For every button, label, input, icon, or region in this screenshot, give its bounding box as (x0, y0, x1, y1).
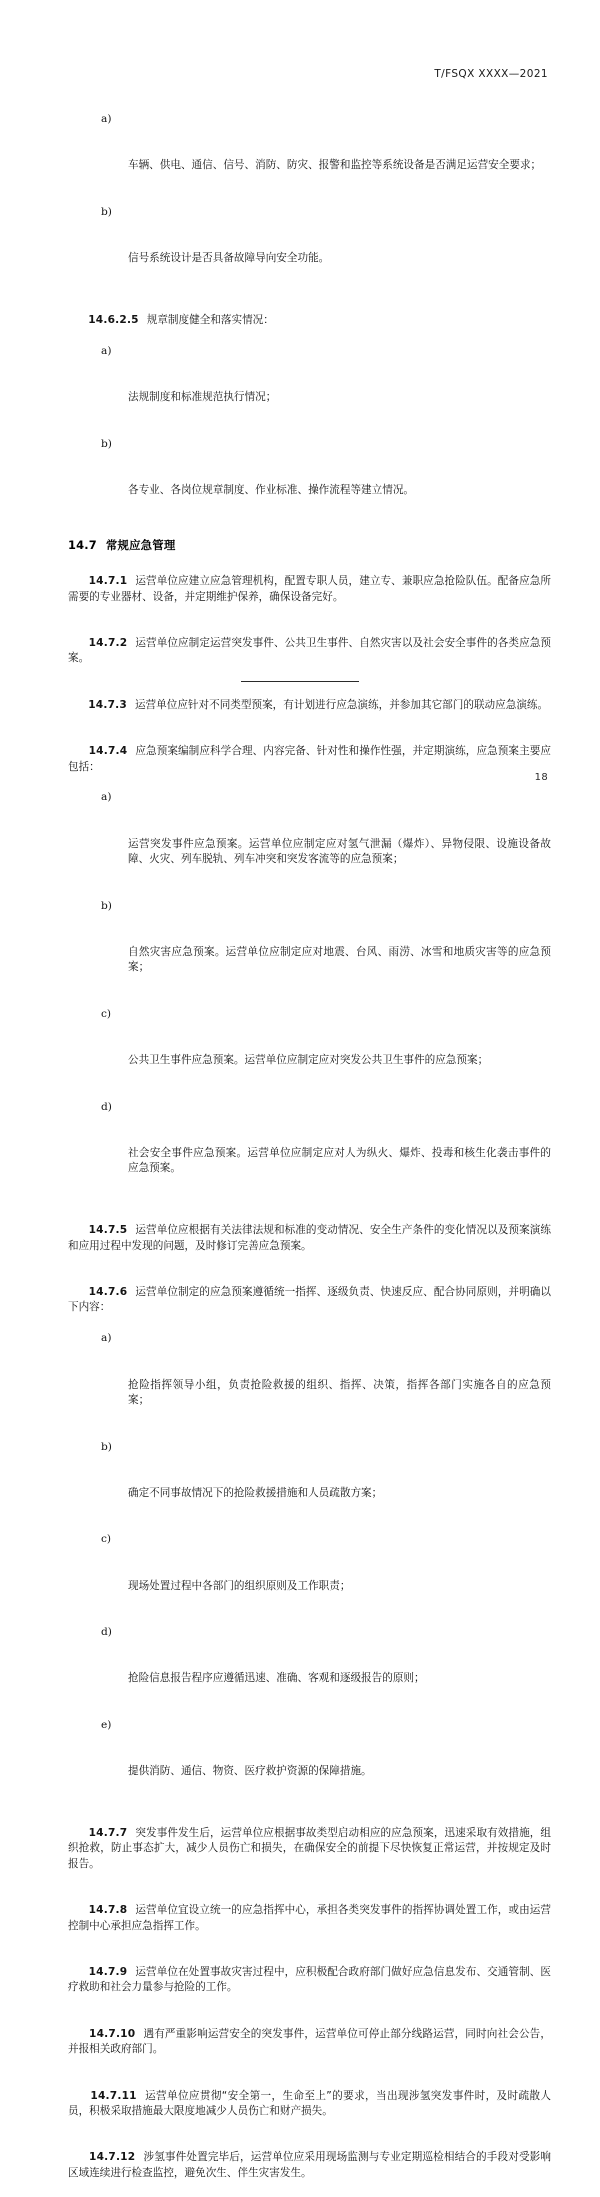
list-item (68, 1718, 551, 1811)
clause-text: 运营单位在处置事故灾害过程中，应积极配合政府部门做好应急信息发布、交通管制、医疗救助和社会力量参与抢险的工作。 (68, 1965, 551, 1994)
list-marker: a) (101, 1332, 112, 1345)
clause-14-7-10 (68, 2011, 551, 2073)
section-number: 14.7 (68, 538, 97, 553)
spacer (68, 529, 551, 538)
clause-text: 运营单位应贯彻“安全第一，生命至上”的要求，当出现涉氢突发事件时，及时疏散人员，积极采取措施最大限度地减少人员伤亡和财产损失。 (68, 2089, 551, 2117)
list-marker: b) (101, 899, 112, 912)
clause-text: 运营单位宜设立统一的应急指挥中心，承担各类突发事件的指挥协调处置工作，或由运营控制中心承担应急指挥工作。 (68, 1904, 551, 1932)
list-item (68, 437, 551, 530)
clause-14-6-2-5 (68, 297, 551, 343)
clause-14-7-6 (68, 1270, 551, 1332)
clause-number: 14.7.3 (88, 698, 127, 711)
list-item-text: 信号系统设计是否具备故障导向安全功能。 (128, 252, 330, 265)
list-item (68, 205, 551, 298)
clause-text: 遇有严重影响运营安全的突发事件，运营单位可停止部分线路运营，同时向社会公告，并报相关政府部门。 (68, 2027, 551, 2056)
list-marker: a) (101, 113, 112, 125)
clause-number: 14.7.11 (90, 2089, 137, 2102)
list-item (68, 1440, 551, 1533)
end-of-section-rule (0, 671, 600, 690)
list-item (68, 1532, 551, 1625)
list-marker: b) (101, 1440, 112, 1453)
clause-text: 突发事件发生后，运营单位应根据事故类型启动相应的应急预案，迅速采取有效措施，组织抢救，防止事态扩大，减少人员伤亡和损失，在确保安全的前提下尽快恢复正常运营，并按规定及时报告。 (68, 1826, 551, 1870)
clause-text: 应急预案编制应科学合理、内容完备、针对性和操作性强，并定期演练，应急预案主要应包括： (68, 745, 551, 773)
document-body (68, 112, 551, 2197)
clause-number: 14.7.1 (88, 575, 128, 588)
clause-number: 14.7.12 (89, 2151, 136, 2164)
list-item (68, 790, 551, 898)
clause-text: 运营单位制定的应急预案遵循统一指挥、逐级负责、快速反应、配合协同原则，并明确以下内容： (68, 1285, 551, 1314)
clause-number: 14.7.7 (88, 1826, 128, 1839)
clause-number: 14.7.2 (88, 636, 128, 649)
section-heading-14-7 (68, 538, 551, 553)
list-marker: c) (101, 1007, 112, 1020)
list-item (68, 1007, 551, 1100)
clause-14-7-7 (68, 1810, 551, 1887)
standard-code: T/FSQX XXXX—2021 (434, 68, 548, 80)
list-marker: c) (101, 1533, 112, 1546)
list-item-text: 抢险指挥领导小组，负责抢险救援的组织、指挥、决策，指挥各部门实施各自的应急预案； (128, 1378, 551, 1407)
list-item (68, 1331, 551, 1439)
list-item-text: 运营突发事件应急预案。运营单位应制定应对氢气泄漏（爆炸）、异物侵限、设施设备故障、火灾、列车脱轨、列车冲突和突发客流等的应急预案； (128, 837, 551, 866)
list-item-text: 公共卫生事件应急预案。运营单位应制定应对突发公共卫生事件的应急预案； (128, 1054, 489, 1067)
clause-number: 14.7.5 (88, 1224, 128, 1237)
list-item-text: 社会安全事件应急预案。运营单位应制定应对人为纵火、爆炸、投毒和核生化袭击事件的应急预案。 (128, 1146, 551, 1175)
clause-text: 运营单位应根据有关法律法规和标准的变动情况、安全生产条件的变化情况以及预案演练和应用过程中发现的问题，及时修订完善应急预案。 (68, 1224, 551, 1252)
clause-14-7-12 (68, 2135, 551, 2197)
list-item (68, 112, 551, 205)
list-item-text: 确定不同事故情况下的抢险救援措施和人员疏散方案； (128, 1486, 383, 1499)
clause-number: 14.6.2.5 (88, 313, 139, 326)
list-marker: a) (101, 344, 112, 357)
clause-text: 涉氢事件处置完毕后，运营单位应采用现场监测与专业定期巡检相结合的手段对受影响区域连续进行检查监控，避免次生、伴生灾害发生。 (68, 2151, 551, 2179)
clause-text: 运营单位应制定运营突发事件、公共卫生事件、自然灾害以及社会安全事件的各类应急预案。 (68, 636, 551, 665)
page-number: 18 (534, 772, 548, 783)
horizontal-rule (241, 681, 359, 682)
list-marker: b) (101, 437, 112, 450)
list-marker: d) (101, 1625, 112, 1638)
clause-number: 14.7.8 (88, 1904, 128, 1917)
list-item-text: 车辆、供电、通信、信号、消防、防灾、报警和监控等系统设备是否满足运营安全要求； (128, 159, 542, 172)
list-item (68, 1100, 551, 1208)
list-marker: d) (101, 1100, 112, 1113)
list-item (68, 344, 551, 437)
clause-14-7-8 (68, 1888, 551, 1950)
clause-14-7-9 (68, 1949, 551, 2011)
list-item (68, 899, 551, 1007)
clause-14-7-1 (68, 559, 551, 621)
clause-text: 运营单位应建立应急管理机构，配置专职人员，建立专、兼职应急抢险队伍。配备应急所需要的专业器材、设备，并定期维护保养，确保设备完好。 (68, 575, 551, 603)
list-item-text: 抢险信息报告程序应遵循迅速、准确、客观和逐级报告的原则； (128, 1672, 425, 1685)
clause-text: 运营单位应针对不同类型预案，有计划进行应急演练，并参加其它部门的联动应急演练。 (134, 698, 549, 711)
list-item-text: 法规制度和标准规范执行情况； (128, 391, 277, 404)
clause-14-7-5 (68, 1208, 551, 1270)
list-item-text: 自然灾害应急预案。运营单位应制定应对地震、台风、雨涝、冰雪和地质灾害等的应急预案； (128, 946, 551, 974)
running-header (68, 68, 548, 80)
list-marker: e) (101, 1718, 112, 1731)
clause-number: 14.7.6 (88, 1285, 128, 1298)
list-item-text: 提供消防、通信、物资、医疗救护资源的保障措施。 (128, 1765, 372, 1778)
list-marker: b) (101, 205, 112, 218)
list-item (68, 1625, 551, 1718)
clause-number: 14.7.9 (88, 1965, 128, 1978)
clause-number: 14.7.10 (89, 2027, 136, 2040)
clause-14-7-11 (68, 2073, 551, 2135)
list-marker: a) (101, 791, 112, 804)
section-title: 常规应急管理 (105, 538, 176, 553)
list-item-text: 各专业、各岗位规章制度、作业标准、操作流程等建立情况。 (128, 483, 415, 496)
clause-number: 14.7.4 (88, 745, 128, 758)
list-item-text: 现场处置过程中各部门的组织原则及工作职责； (128, 1579, 351, 1592)
clause-text: 规章制度健全和落实情况： (146, 313, 274, 326)
